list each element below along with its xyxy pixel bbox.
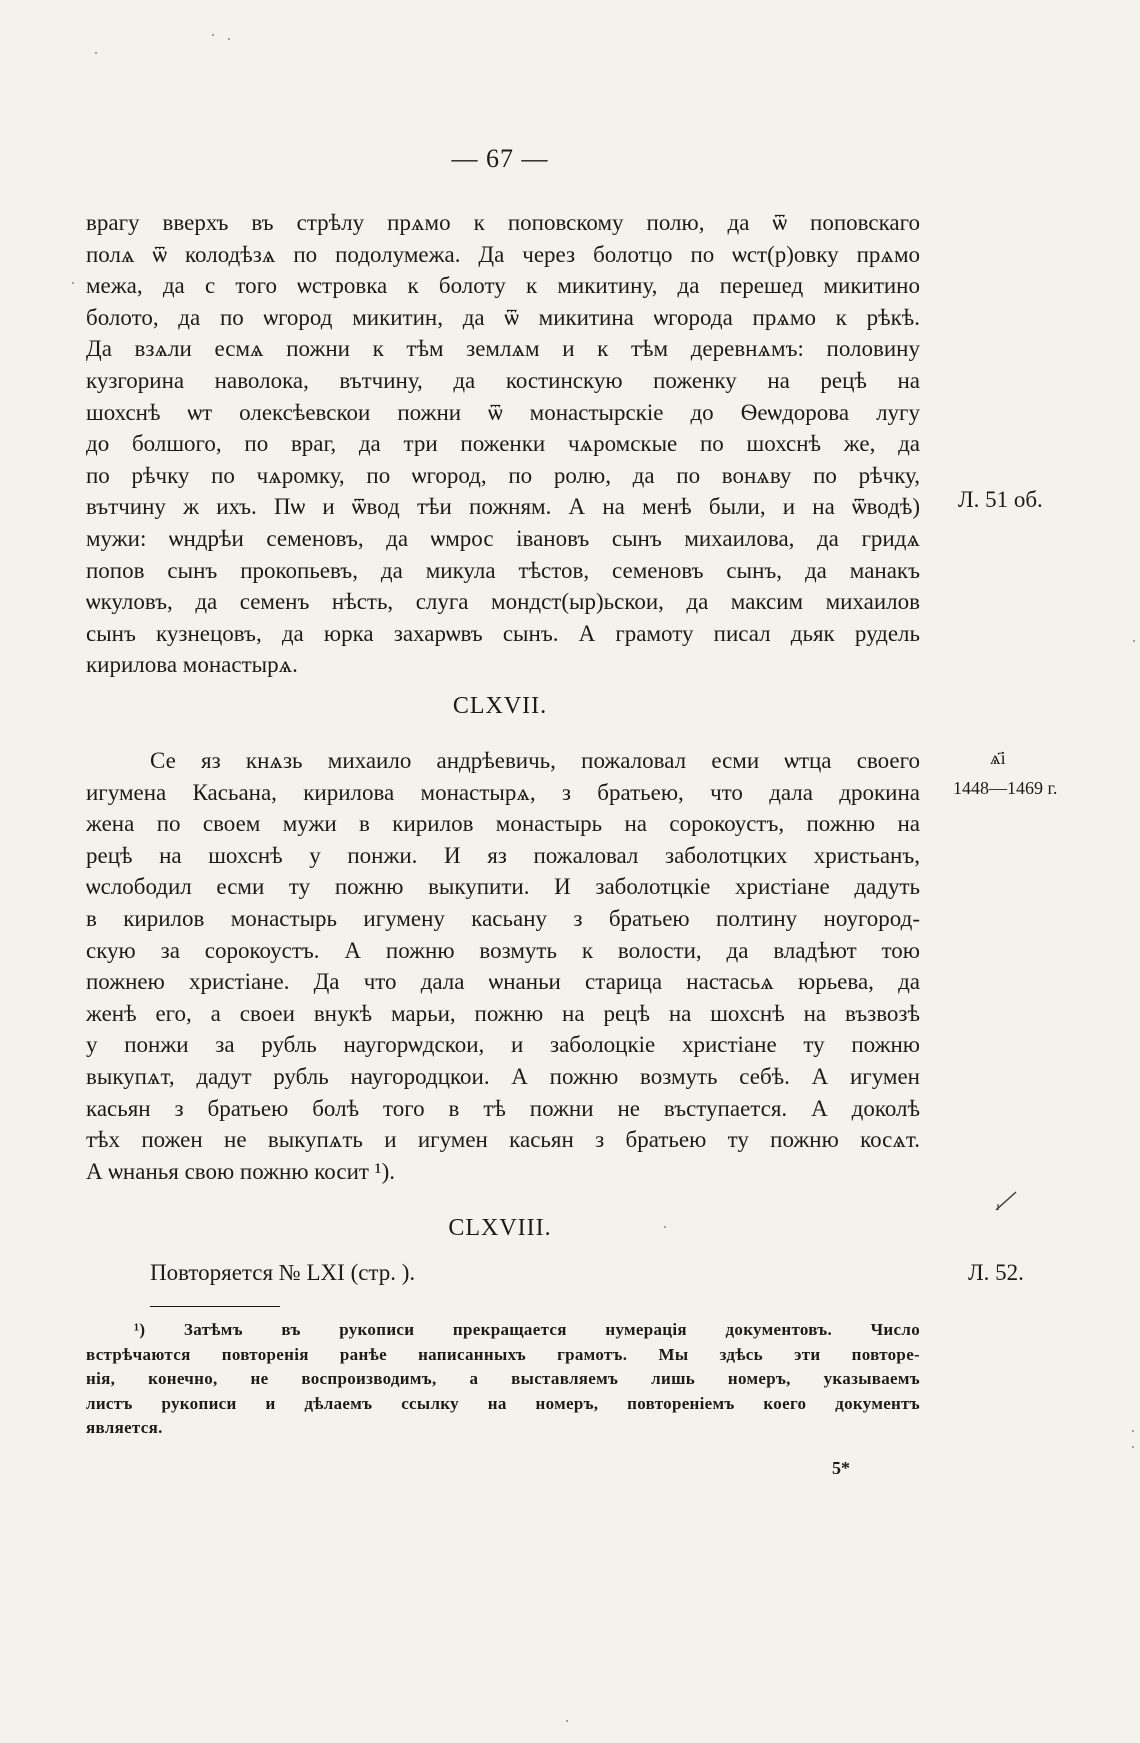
text-line: врагу вверхъ въ стрѣлу прѧмо к поповскому полю, да ѿ поповскаго: [86, 210, 920, 235]
text-line: сынъ кузнецовъ, да юрка захарѡвъ сынъ. А грамоту писал дьяк рудель: [86, 620, 920, 646]
text-line: по рѣчку по чѧромку, по ѡгород, по ролю, да по вонѧву по рѣчку,: [86, 462, 920, 488]
text-line: шохснѣ ѡт олексѣевскои пожни ѿ монастырскіе до Ѳеѡдорова лугу: [86, 399, 920, 425]
text-line: болото, да по ѡгород микитин, да ѿ микитина ѡгорода прѧмо к рѣкѣ.: [86, 304, 920, 330]
text-line: рецѣ на шохснѣ у понжи. И яз пожаловал заболотцких христьанъ,: [86, 842, 920, 868]
text-line: жена по своем мужи в кирилов монастырь на сорокоустъ, пожню на: [86, 811, 920, 837]
text-line: до болшого, по враг, да три поженки чѧромскые по шохснѣ же, да: [86, 431, 920, 457]
charter-text-block-1: [86, 207, 920, 681]
margin-note-folio: Л. 51 об.: [958, 487, 1043, 512]
text-line: выкупѧт, дадут рубль наугородцкои. А пожню возмуть себѣ. А игумен: [86, 1063, 920, 1089]
text-line: межа, да с того ѡстровка к болоту к микитину, да перешед микитино: [86, 273, 920, 299]
page-number: — 67 —: [451, 144, 549, 173]
pencil-mark-icon: [995, 1190, 1017, 1212]
signature-mark: 5*: [832, 1458, 850, 1478]
text-line: ѡслободил есми ту пожню выкупити. И заболотцкіе христіане дадуть: [86, 874, 920, 900]
text-line: полѧ ѿ колодѣзѧ по подолумежа. Да через болотцо по ѡст(р)овку прѧмо: [86, 241, 920, 267]
margin-note-folio: Л. 52.: [968, 1260, 1024, 1285]
margin-note-year-code: ѧ҃і: [990, 748, 1006, 768]
footnote-line: ¹) Затѣмъ въ рукописи прекращается нумерація документовъ. Число: [134, 1320, 920, 1339]
footnote: [86, 1318, 920, 1441]
text-line: касьян з братьею болѣ того в тѣ пожни не въступается. А доколѣ: [86, 1095, 920, 1121]
charter-text-block-2: [86, 745, 920, 1187]
text-line: вътчину ж ихъ. Пѡ и ѿвод тѣи пожням. А на менѣ были, и на ѿводѣ): [86, 494, 920, 520]
text-line: игумена Касьана, кирилова монастырѧ, з братьею, что дала дрокина: [86, 779, 920, 805]
text-line: кузгорина наволока, вътчину, да костинскую поженку на рецѣ на: [86, 367, 920, 393]
section-heading: CLXVII.: [452, 693, 548, 719]
footnote-divider: [150, 1306, 280, 1307]
text-line: у понжи за рубль наугорѡдскои, и заболоцкіе христіане ту пожню: [86, 1032, 920, 1058]
text-line: А ѡнанья свою пожню косит ¹).: [86, 1158, 395, 1184]
text-line: женѣ его, а своеи внукѣ марьи, пожню на рецѣ на шохснѣ на възвозѣ: [86, 1000, 920, 1026]
repeat-reference: Повторяется № LXI (стр. ).: [150, 1260, 416, 1285]
text-line: мужи: ѡндрѣи семеновъ, да ѡмрос івановъ сынъ михаилова, да гридѧ: [86, 525, 920, 551]
section-heading: CLXVIII.: [448, 1215, 552, 1241]
text-line: ѡкуловъ, да семенъ нѣсть, слуга мондст(ыр)ьскои, да максим михаилов: [86, 589, 920, 615]
footnote-line: нія, конечно, не воспроизводимъ, а выставляемъ лишь номеръ, указываемъ: [86, 1369, 920, 1388]
text-line: тѣх пожен не выкупѧть и игумен касьян з братьею ту пожню косѧт.: [86, 1127, 920, 1153]
footnote-line: встрѣчаются повторенія ранѣе написанныхъ грамотъ. Мы здѣсь эти повторе-: [86, 1344, 920, 1364]
footnote-line: является.: [86, 1418, 163, 1437]
text-line: Да взѧли есмѧ пожни к тѣм землѧм и к тѣм деревнѧмъ: половину: [86, 336, 920, 362]
text-line: пожнею христіане. Да что дала ѡнаньи старица настасьѧ юрьева, да: [86, 969, 920, 995]
text-line: в кирилов монастырь игумену касьану з братьею полтину ноугород-: [86, 905, 920, 931]
margin-note-date-range: 1448—1469 г.: [953, 778, 1058, 798]
text-line: попов сынъ прокопьевъ, да микула тѣстов, семеновъ сынъ, да манакъ: [86, 557, 920, 583]
text-line: Се яз кнѧзь михаило андрѣевичь, пожаловал есми ѡтца своего: [150, 748, 920, 773]
footnote-line: листъ рукописи и дѣлаемъ ссылку на номеръ, повтореніемъ коего документъ: [86, 1393, 920, 1413]
text-line: кирилова монастырѧ.: [86, 652, 298, 678]
text-line: скую за сорокоустъ. А пожню возмуть к волости, да владѣют тою: [86, 937, 920, 963]
